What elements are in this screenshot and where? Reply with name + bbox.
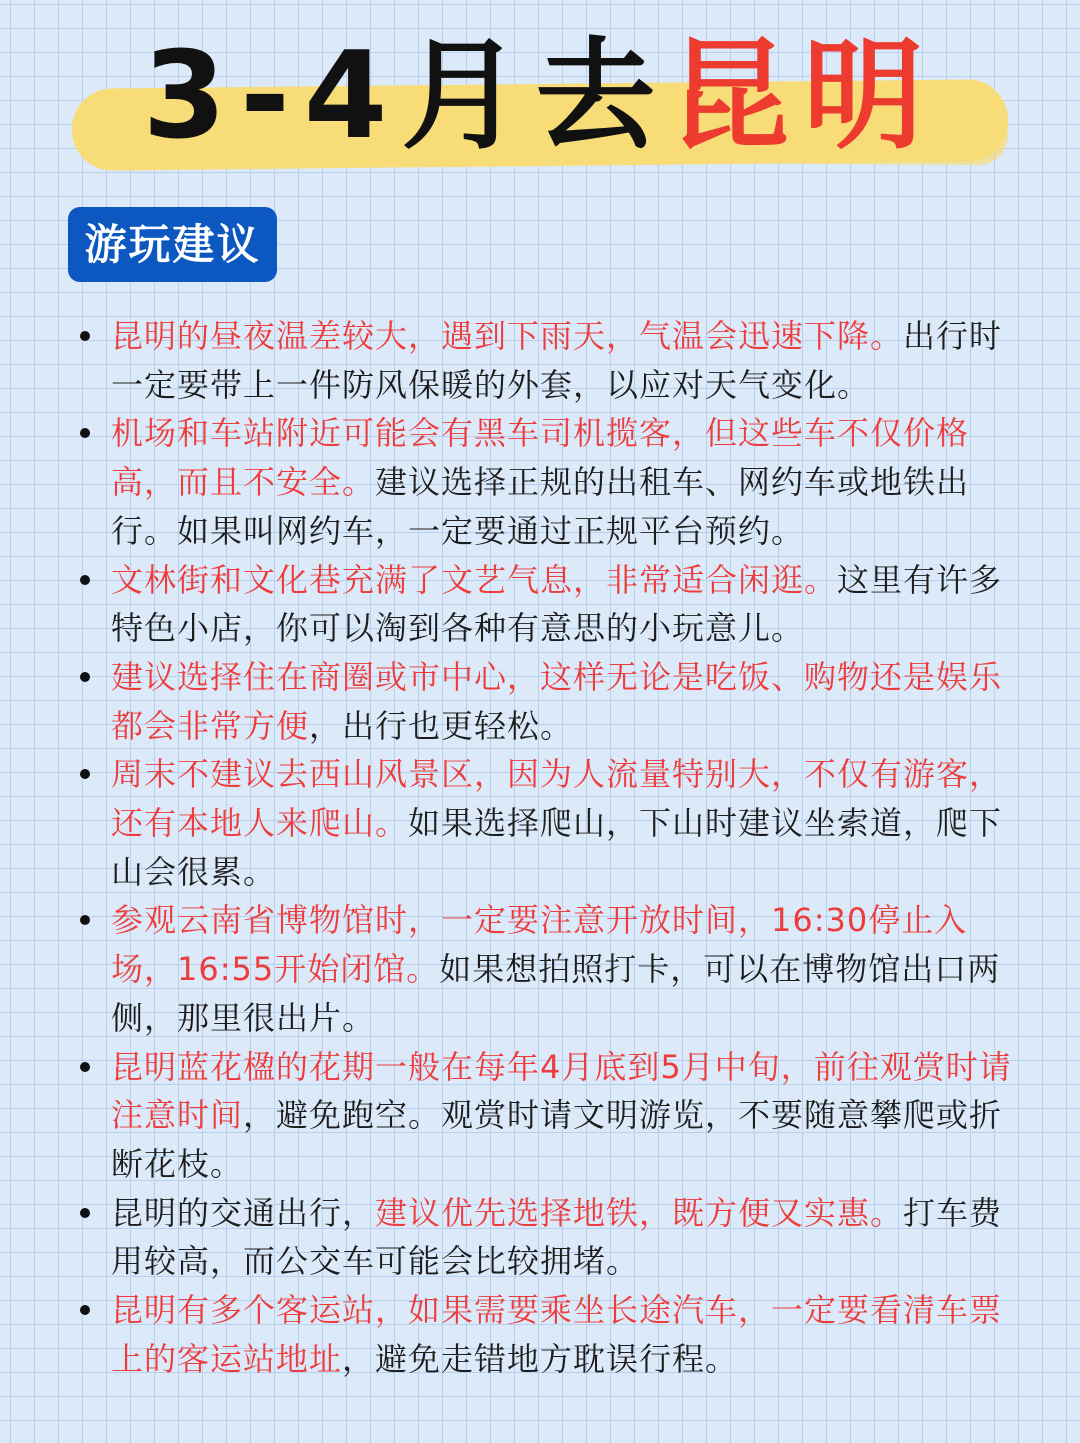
bullet-dot-icon xyxy=(80,672,90,682)
tip-highlight: 昆明蓝花楹的花期一般在每年4月底到5月中旬，前往观赏时请注意时间 xyxy=(111,1047,1012,1135)
tip-highlight: 文林街和文化巷充满了文艺气息，非常适合闲逛。 xyxy=(111,560,838,599)
tip-text: 出行时一定要带上一件防风保暖的外套，以应对天气变化。 xyxy=(111,317,1003,404)
section-badge: 游玩建议 xyxy=(68,207,277,282)
bullet-dot-icon xyxy=(80,1208,90,1218)
tip-highlight: 机场和车站附近可能会有黑车司机揽客，但这些车不仅价格高，而且不安全。 xyxy=(111,414,970,502)
tip-highlight: 建议选择住在商圈或市中心，这样无论是吃饭、购物还是娱乐都会非常方便 xyxy=(111,657,1003,745)
tip-item-6 xyxy=(76,896,1026,1042)
tip-text: 打车费用较高，而公交车可能会比较拥堵。 xyxy=(111,1193,1003,1281)
bullet-dot-icon xyxy=(80,331,90,341)
tip-item-7 xyxy=(76,1043,1026,1189)
tip-item-2 xyxy=(76,409,1026,555)
tip-highlight: 周末不建议去西山风景区，因为人流量特别大，不仅有游客，还有本地人来爬山。 xyxy=(111,755,1003,843)
tip-highlight: 参观云南省博物馆时，一定要注意开放时间，16:30停止入场，16:55开始闭馆。 xyxy=(111,901,968,989)
bullet-dot-icon xyxy=(80,575,90,585)
title-accent: 昆明 xyxy=(669,27,938,166)
bullet-dot-icon xyxy=(80,428,90,438)
tip-item-8 xyxy=(76,1189,1026,1286)
tip-text: 建议选择正规的出租车、网约车或地铁出行。如果叫网约车，一定要通过正规平台预约。 xyxy=(111,463,970,550)
tip-item-4 xyxy=(76,653,1026,750)
tip-text: 如果选择爬山，下山时建议坐索道，爬下山会很累。 xyxy=(111,804,1003,891)
bullet-dot-icon xyxy=(80,915,90,925)
tip-highlight: 昆明的昼夜温差较大，遇到下雨天，气温会迅速下降。 xyxy=(111,317,904,355)
title-banner xyxy=(60,22,1020,172)
tip-lead: 昆明的交通出行， xyxy=(111,1193,376,1232)
tip-highlight: 昆明有多个客运站，如果需要乘坐长途汽车，一定要看清车票上的客运站地址 xyxy=(111,1291,1003,1378)
bullet-dot-icon xyxy=(80,769,90,779)
bullet-dot-icon xyxy=(80,1305,90,1315)
title-prefix: 3-4月去 xyxy=(142,27,670,166)
page-title xyxy=(60,22,1020,172)
tip-text: ，避免跑空。观赏时请文明游览，不要随意攀爬或折断花枝。 xyxy=(111,1096,1003,1183)
tip-item-9 xyxy=(76,1286,1026,1383)
tip-item-1 xyxy=(76,312,1026,409)
tip-item-5 xyxy=(76,750,1026,896)
tip-text: ，避免走错地方耽误行程。 xyxy=(342,1339,739,1378)
tip-highlight: 建议优先选择地铁，既方便又实惠。 xyxy=(375,1193,904,1232)
tips-list xyxy=(76,312,1026,1383)
tip-text: 这里有许多特色小店，你可以淘到各种有意思的小玩意儿。 xyxy=(111,560,1003,648)
bullet-dot-icon xyxy=(80,1062,90,1072)
tip-item-3 xyxy=(76,556,1026,653)
tip-text: ，出行也更轻松。 xyxy=(309,706,574,745)
tip-text: 如果想拍照打卡，可以在博物馆出口两侧，那里很出片。 xyxy=(111,950,1001,1037)
